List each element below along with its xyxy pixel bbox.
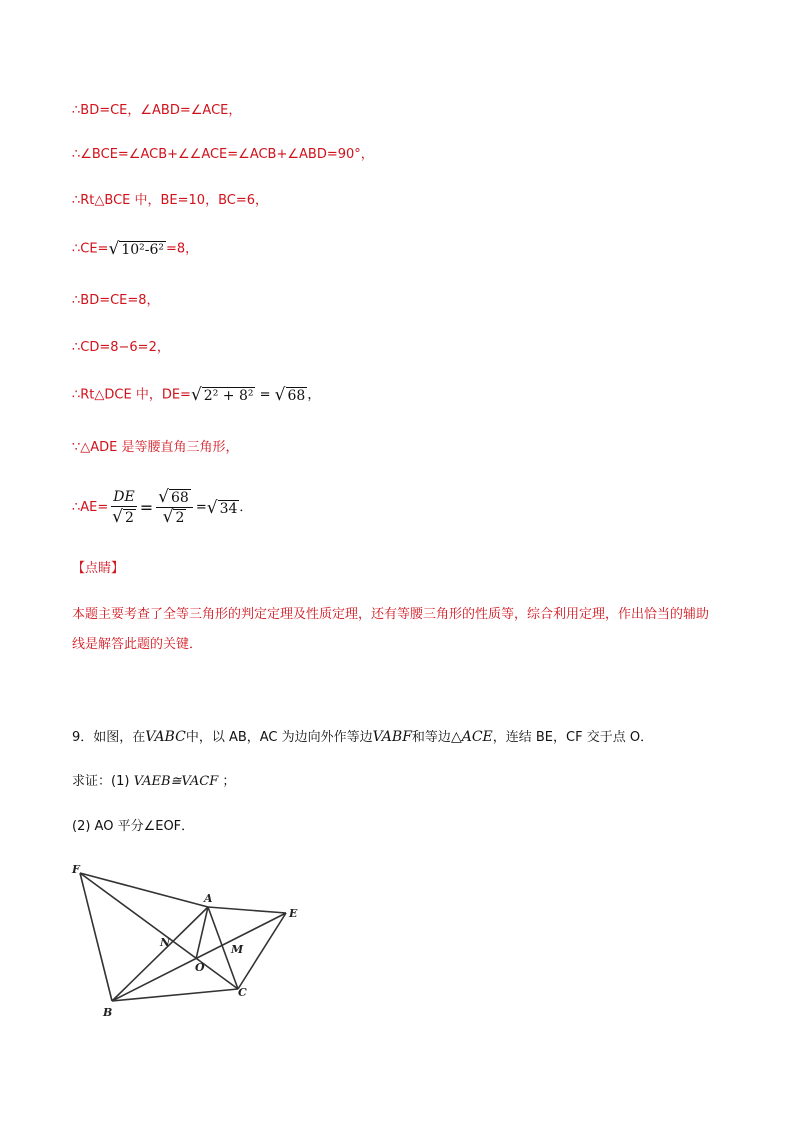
dianjing-heading: 【点睛】	[72, 561, 125, 576]
fraction-numerator: 68	[170, 490, 189, 506]
solution-line-2: ∴∠BCE=∠ACB+∠∠ACE=∠ACB+∠ABD=90°，	[72, 147, 374, 162]
segment-fa	[80, 873, 208, 907]
fraction-denominator: 2	[175, 510, 185, 526]
solution-line-4	[72, 240, 198, 259]
problem-text: ；	[222, 774, 236, 789]
equals-sign: =	[259, 387, 271, 403]
radicand: 2² + 8²	[203, 388, 254, 404]
de-prefix: ∴Rt△DCE 中，DE=	[72, 387, 191, 403]
label-o: O	[195, 961, 205, 974]
radicand: 10²-6²	[121, 242, 164, 258]
label-m: M	[231, 943, 244, 956]
problem-text: 求证：(1)	[72, 774, 130, 789]
triangle-abf: VABF	[372, 729, 412, 745]
congruence-statement: VAEB≅VACF	[133, 774, 219, 789]
label-e: E	[289, 907, 298, 920]
ce-prefix: ∴CE=	[72, 241, 109, 257]
equals-sign: =	[195, 499, 207, 515]
segment-be	[112, 913, 286, 1001]
label-n: N	[160, 936, 171, 949]
problem-text: 9．如图，在	[72, 730, 146, 745]
sqrt-expression: √ 34	[206, 497, 238, 518]
solution-line-1: ∴BD=CE，∠ABD=∠ACE，	[72, 103, 242, 118]
fraction-numerator: DE	[113, 489, 135, 506]
label-a: A	[204, 892, 213, 905]
solution-line-9	[72, 488, 252, 528]
problem-text: 和等边	[411, 730, 451, 745]
label-b: B	[103, 1006, 113, 1019]
problem-text: 中，以 AB，AC 为边向外作等边	[185, 730, 373, 745]
segment-fc	[80, 873, 238, 989]
segment-ao	[196, 907, 208, 959]
geometry-figure	[60, 855, 320, 1025]
problem-text: ，连结 BE，CF 交于点 O．	[492, 730, 654, 745]
fraction-root68-over-root2: √ 68 √ 2	[156, 488, 193, 528]
radicand: 34	[219, 500, 238, 517]
punctuation: ．	[239, 499, 253, 515]
solution-line-8: ∵△ADE 是等腰直角三角形，	[72, 440, 239, 455]
problem-9-statement	[72, 728, 653, 747]
triangle-abc: VABC	[145, 729, 186, 745]
sqrt-expression: √ 2² + 8²	[190, 385, 254, 405]
dianjing-text: 本题主要考查了全等三角形的判定定理及性质定理，还有等腰三角形的性质等，综合利用定理，作出恰当的辅助线是解答此题的关键．	[72, 607, 710, 652]
segment-ab	[112, 907, 208, 1001]
fraction-denominator: 2	[124, 509, 134, 526]
problem-9-part-2: (2) AO 平分∠EOF．	[72, 819, 195, 834]
ae-prefix: ∴AE=	[72, 499, 109, 515]
label-f: F	[72, 863, 80, 876]
punctuation: ，	[307, 387, 321, 403]
segment-ae	[208, 907, 286, 913]
triangle-ace: △ACE	[450, 729, 493, 745]
solution-line-6: ∴CD=8−6=2，	[72, 340, 170, 355]
fraction-de-over-root2: DE √ 2	[112, 489, 135, 527]
label-c: C	[238, 986, 247, 999]
radicand: 68	[287, 388, 306, 404]
equals-sign: =	[139, 497, 154, 517]
problem-9-part-1	[72, 773, 235, 791]
ce-result: =8，	[166, 241, 199, 257]
sqrt-expression: √ 68	[274, 385, 306, 405]
solution-line-3: ∴Rt△BCE 中，BE=10，BC=6，	[72, 193, 269, 208]
solution-line-7	[72, 386, 320, 405]
sqrt-expression: √ 10²-6²	[108, 239, 164, 259]
solution-line-5: ∴BD=CE=8，	[72, 293, 160, 308]
